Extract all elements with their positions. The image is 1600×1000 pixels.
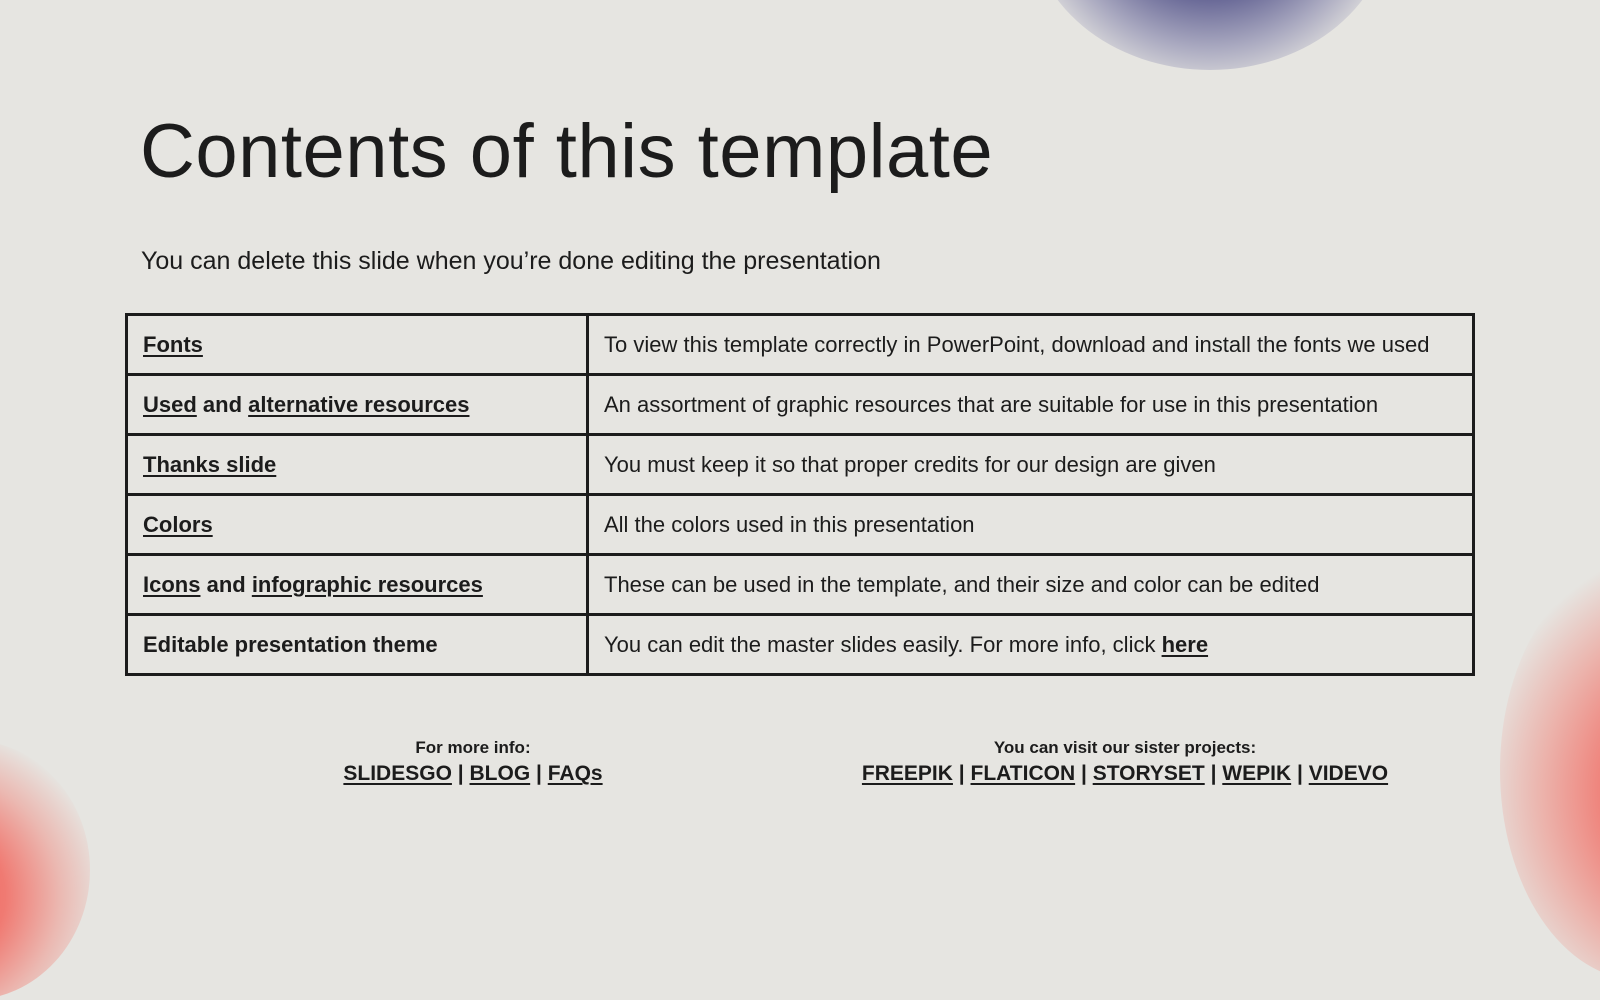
link-separator: | <box>536 762 542 786</box>
row-label-cell <box>127 555 588 615</box>
footer-label: For more info: <box>415 738 531 757</box>
decorative-coral-blob-right <box>1500 560 1600 980</box>
table-row-colors <box>127 495 1474 555</box>
row-description-cell: To view this template correctly in PowerPoint, download and install the fonts we used <box>588 315 1474 375</box>
link-separator: | <box>1210 762 1217 786</box>
icons-link[interactable]: Icons <box>143 571 201 597</box>
link-separator: | <box>1296 762 1303 786</box>
row-description-cell: An assortment of graphic resources that are suitable for use in this presentation <box>588 375 1474 435</box>
footer-sister-projects <box>830 738 1420 788</box>
row-label-cell <box>127 495 588 555</box>
row-description-cell: You must keep it so that proper credits for our design are given <box>588 435 1474 495</box>
row-description-cell: All the colors used in this presentation <box>588 495 1474 555</box>
faqs-link[interactable]: FAQs <box>547 762 603 786</box>
colors-link[interactable]: Colors <box>143 511 213 537</box>
label-joiner: and <box>200 571 252 597</box>
decorative-navy-blob <box>1030 0 1390 70</box>
page-title: Contents of this template <box>140 109 994 194</box>
videvo-link[interactable]: VIDEVO <box>1308 762 1389 786</box>
footer-label: You can visit our sister projects: <box>993 738 1257 757</box>
page-subtitle: You can delete this slide when you’re done editing the presentation <box>141 247 881 275</box>
storyset-link[interactable]: STORYSET <box>1092 762 1205 786</box>
table-row-thanks <box>127 435 1474 495</box>
link-separator: | <box>1080 762 1087 786</box>
table-row-icons <box>127 555 1474 615</box>
row-label-cell <box>127 315 588 375</box>
theme-description: You can edit the master slides easily. For more info, click <box>604 631 1162 657</box>
row-description-cell: These can be used in the template, and their size and color can be edited <box>588 555 1474 615</box>
table-row-fonts <box>127 315 1474 375</box>
row-label-cell: Editable presentation theme <box>127 615 588 675</box>
table-row-resources <box>127 375 1474 435</box>
alternative-resources-link[interactable]: alternative resources <box>248 391 470 417</box>
footer-more-info <box>273 738 673 788</box>
infographic-resources-link[interactable]: infographic resources <box>251 571 483 597</box>
wepik-link[interactable]: WEPIK <box>1222 762 1292 786</box>
slidesgo-link[interactable]: SLIDESGO <box>343 762 452 786</box>
row-label-cell <box>127 375 588 435</box>
here-link[interactable]: here <box>1161 631 1209 657</box>
contents-table <box>125 313 1475 676</box>
row-description-cell <box>588 615 1474 675</box>
link-separator: | <box>958 762 965 786</box>
footer-links <box>830 760 1420 787</box>
fonts-link[interactable]: Fonts <box>143 331 203 357</box>
label-joiner: and <box>196 391 249 417</box>
decorative-coral-blob-left <box>0 740 90 1000</box>
footer-links <box>273 760 673 787</box>
blog-link[interactable]: BLOG <box>469 762 531 786</box>
thanks-slide-link[interactable]: Thanks slide <box>143 451 277 477</box>
used-resources-link[interactable]: Used <box>143 391 197 417</box>
link-separator: | <box>457 762 464 786</box>
flaticon-link[interactable]: FLATICON <box>970 762 1076 786</box>
freepik-link[interactable]: FREEPIK <box>861 762 953 786</box>
table-row-theme <box>127 615 1474 675</box>
row-label-cell <box>127 435 588 495</box>
